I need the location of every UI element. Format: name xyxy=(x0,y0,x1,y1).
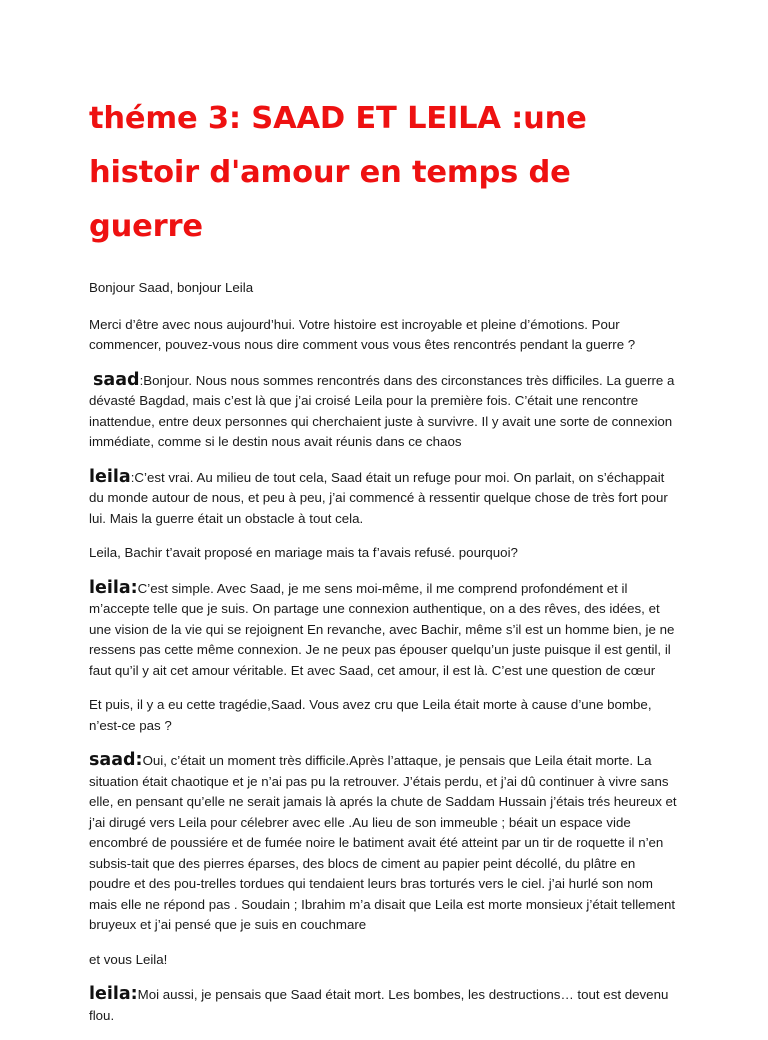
interviewer-question-3: Et puis, il y a eu cette tragédie,Saad. Vous avez cru que Leila était morte à cause d’une bombe, n’est-ce pas ? xyxy=(89,697,652,733)
interviewer-question-1: Merci d’être avec nous aujourd’hui. Votre histoire est incroyable et pleine d’émotions. Pour commencer, pouvez-vous nous dire comment vous vous êtes rencontrés pendant la guerre ? xyxy=(89,316,636,352)
speaker-label-leila: leila xyxy=(89,466,131,487)
greeting-paragraph: Bonjour Saad, bonjour Leila xyxy=(89,280,254,295)
leila-answer-2-text: C’est simple. Avec Saad, je me sens moi-même, il me comprend profondément et il m’accepte telle que je suis. On partage une connexion authentique, on a des rêves, des idées, et une vision de la vie qui se rejoignent En revanche, avec Bachir, même s’il est un homme bien, je ne ressens pas cette même connexion. Je ne peux pas épouser quelqu’un juste puisque il est gentil, il faut qu’il y ait cet amour véritable. Et avec Saad, cet amour, il est là. C’est une question de cœur xyxy=(89,580,675,678)
saad-answer-2-text: Oui, c’était un moment très difficile.Après l’attaque, je pensais que Leila était morte. La situation était chaotique et je n’ai pas pu la retrouver. J’étais perdu, et j’ai dû continuer à vivre sans elle, en pensant qu’elle ne serait jamais là aprés la chute de Saddam Hussain j’étais trés heureux et j’ai dirugé vers Leila pour célebrer avec elle .Au lieu de son immeuble ; béait un espace vide encombré de poussiére et de fumée noire le batiment avait été atteint par un tir de roquette il n’en subsis-tait que des pierres éparses, des blocs de ciment au papier peint décollé, du plâtre en poudre et des pou-trelles tordues qui tendaient leurs bras torturés vers le ciel. j’ai hurlé son nom mais elle ne répond pas . Soudain ; Ibrahim m’a disait que Leila est morte monsieux j’était tellement bruyeux et j’ai pensé que je suis en couchmare xyxy=(89,753,677,932)
speaker-label-saad: saad: xyxy=(89,750,143,770)
leila-answer-1-text: :C’est vrai. Au milieu de tout cela, Saad était un refuge pour moi. On parlait, on s’échappait du monde autour de nous, et peu à peu, j’ai commencé à ressentir quelque chose de très fort pour lui. Mais la guerre était un obstacle à tout cela. xyxy=(89,469,668,526)
interviewer-question-2: Leila, Bachir t’avait proposé en mariage mais ta f’avais refusé. pourquoi? xyxy=(89,545,518,560)
speaker-label-leila: leila: xyxy=(89,984,138,1004)
saad-answer-1-text: :Bonjour. Nous nous sommes rencontrés dans des circonstances très difficiles. La guerre a dévasté Bagdad, mais c’est là que j’ai croisé Leila pour la première fois. C’était une rencontre inattendue, entre deux personnes qui cherchaient juste à survivre. Il y avait une sorte de connexion immédiate, comme si le destin nous avait réunis dans ce chaos xyxy=(89,372,675,449)
leila-answer-1 xyxy=(89,467,679,530)
document-title: théme 3: SAAD ET LEILA :une histoir d'amour en temps de guerre xyxy=(89,101,587,244)
saad-answer-2 xyxy=(89,750,679,936)
leila-answer-2 xyxy=(89,578,679,682)
interviewer-question-4: et vous Leila! xyxy=(89,951,168,967)
document-content xyxy=(89,92,679,1040)
saad-answer-1 xyxy=(89,370,679,453)
leila-answer-3 xyxy=(89,984,679,1026)
speaker-label-leila: leila: xyxy=(89,577,138,598)
leila-answer-3-text: Moi aussi, je pensais que Saad était mort. Les bombes, les destructions… tout est devenu flou. xyxy=(89,987,669,1023)
speaker-label-saad: saad xyxy=(93,369,140,390)
